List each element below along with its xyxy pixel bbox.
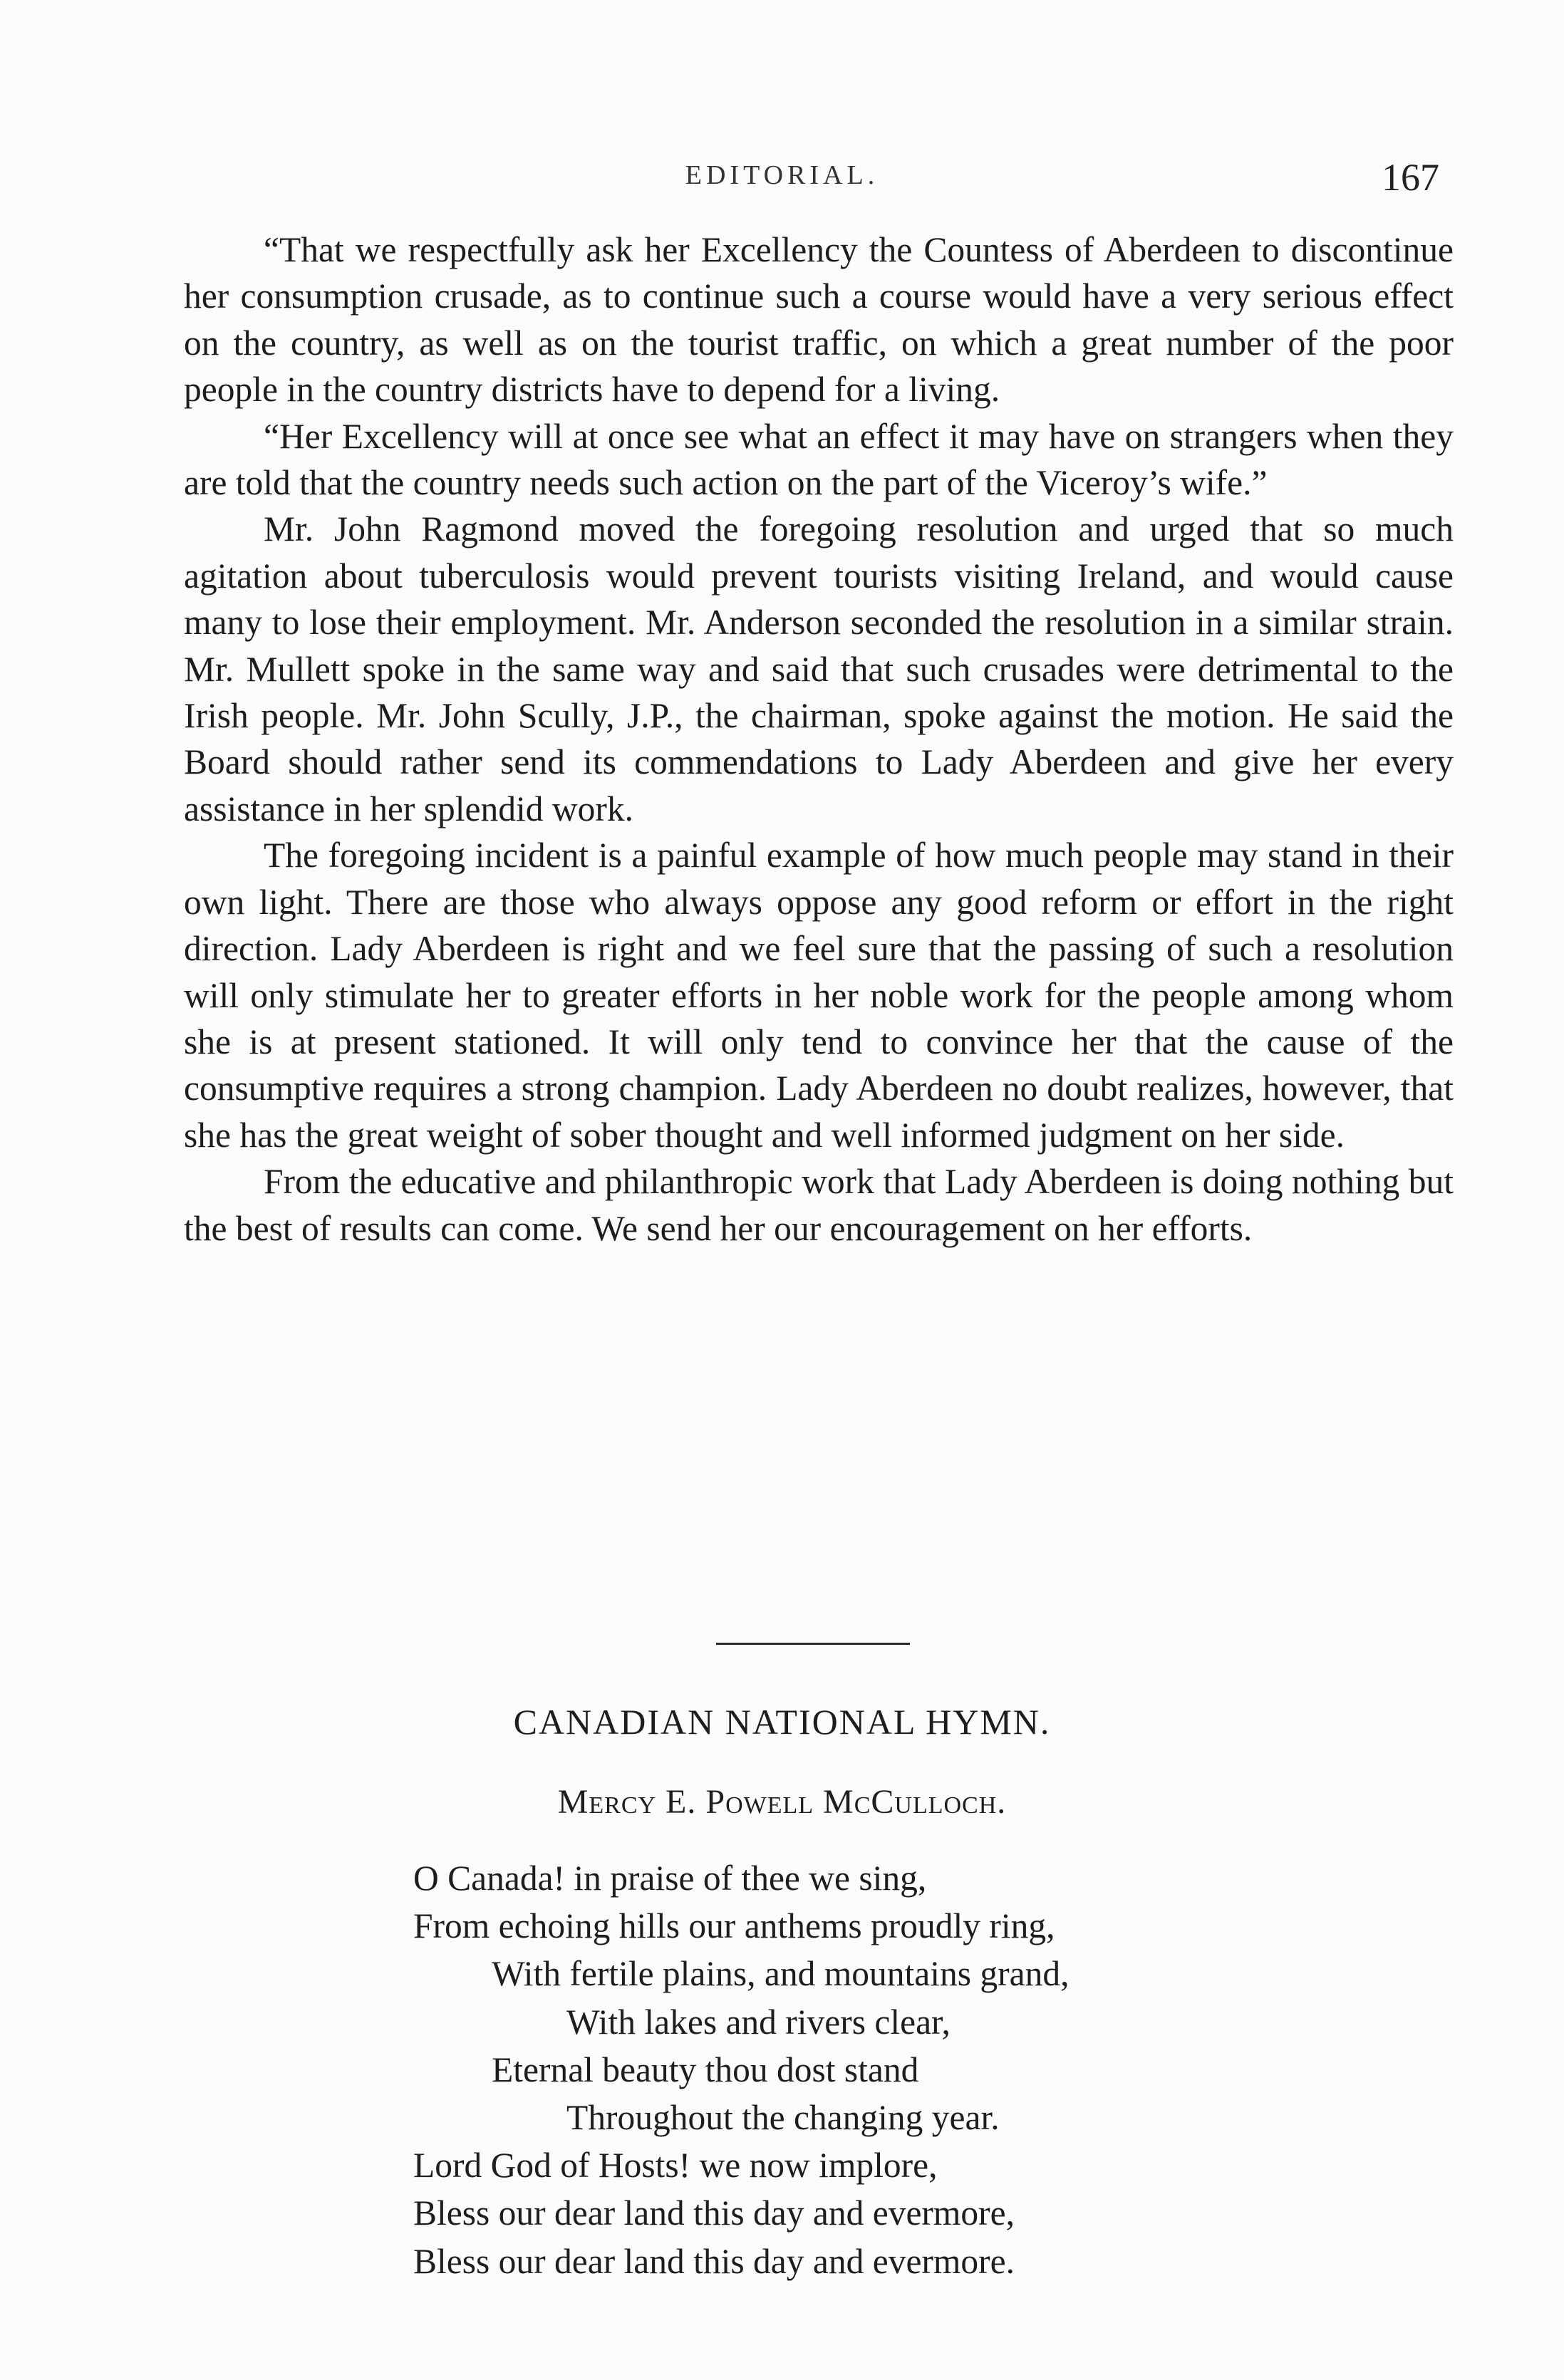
section-divider [716,1643,910,1645]
paragraph: “Her Excellency will at once see what an effect it may have on strangers when they are told that the country needs such action on the part of the Viceroy’s wife.” [184,416,1454,503]
hymn-author: Mercy E. Powell McCulloch. [557,1783,1007,1821]
verse-line: From echoing hills our anthems proudly ring, [413,1906,1055,1946]
paragraph: “That we respectfully ask her Excellency the Countess of Aberdeen to discontinue her consumption crusade, as to continue such a course would have a very serious effect on the country, as well as on the tourist traffic, on which a great number of the poor people in the country districts have to depend for a living. [184,230,1454,410]
editorial-body [184,227,1454,1252]
page-number: 167 [1382,156,1439,199]
verse-line: Lord God of Hosts! we now implore, [413,2146,938,2186]
verse-line: Eternal beauty thou dost stand [492,2049,919,2089]
hymn-title: CANADIAN NATIONAL HYMN. [513,1702,1051,1742]
paragraph: From the educative and philanthropic work that Lady Aberdeen is doing nothing but the best of results can come. We send her our encouragement on her efforts. [184,1162,1454,1248]
verse-line: Bless our dear land this day and evermore. [413,2241,1015,2281]
running-head [0,155,1564,198]
verse-line: O Canada! in praise of thee we sing, [413,1859,927,1898]
verse-line: Bless our dear land this day and evermore, [413,2193,1015,2233]
verse-line: With lakes and rivers clear, [566,2002,951,2042]
paragraph: The foregoing incident is a painful example of how much people may stand in their own light. There are those who always oppose any good reform or effort in the right direction. Lady Aberdeen is right and we feel sure that the passing of such a resolution will only stimulate her to greater efforts in her noble work for the people among whom she is at present stationed. It will only tend to convince her that the cause of the consumptive requires a strong champion. Lady Aberdeen no doubt realizes, however, that she has the great weight of sober thought and well informed judgment on her side. [184,836,1454,1155]
running-title: EDITORIAL. [685,160,879,190]
hymn-verse [413,1854,1411,2285]
paragraph: Mr. John Ragmond moved the foregoing resolution and urged that so much agitation about tuberculosis would prevent tourists visiting Ireland, and would cause many to lose their employment. Mr. Anderson seconded the resolution in a similar strain. Mr. Mullett spoke in the same way and said that such crusades were detrimental to the Irish people. Mr. John Scully, J.P., the chairman, spoke against the motion. He said the Board should rather send its commendations to Lady Aberdeen and give her every assistance in her splendid work. [184,509,1454,828]
verse-line: Throughout the changing year. [566,2098,1000,2138]
verse-line: With fertile plains, and mountains grand, [492,1954,1070,1994]
